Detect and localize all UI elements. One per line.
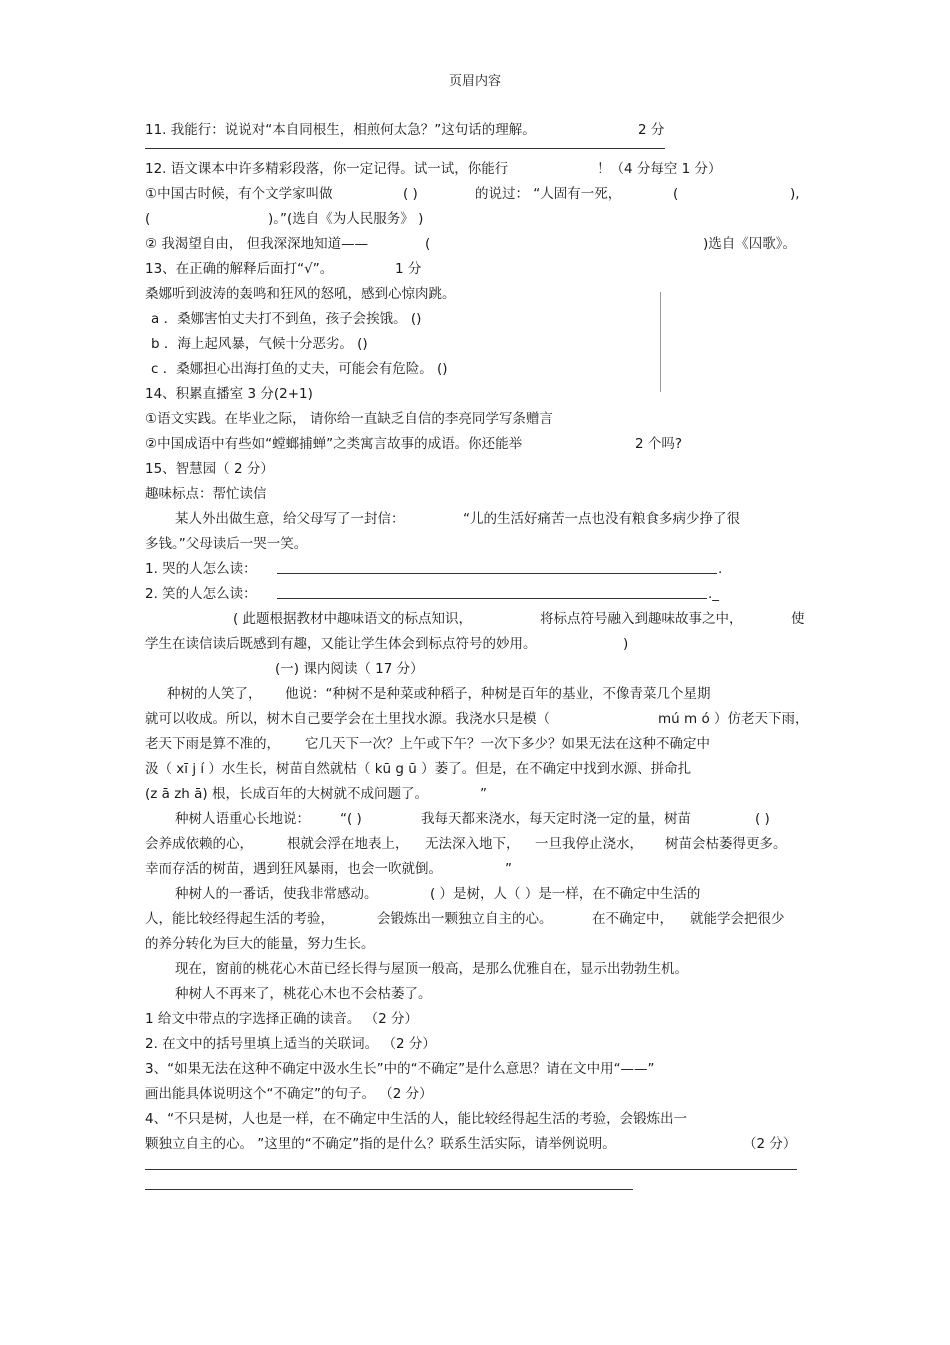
- q12-item2-open: (: [425, 236, 431, 252]
- q15-answer1-rule: [277, 573, 717, 574]
- passage-line-6: [145, 807, 810, 832]
- reading-q4-cont: [145, 1132, 810, 1157]
- q13-option-a: a ．桑娜害怕丈夫打不到鱼，孩子会挨饿。 (): [151, 311, 422, 327]
- passage-9a: 种树人的一番话，使我非常感动。: [175, 886, 378, 902]
- q15-answer2-rule: [277, 598, 707, 599]
- q15-answer2: [145, 582, 810, 607]
- passage-1a: 种树的人笑了，: [167, 686, 262, 702]
- reading-q3: 3、“如果无法在这种不确定中汲水生长”中的“不确定”是什么意思？请在文中用“——”: [145, 1061, 655, 1077]
- passage-line-9: [145, 882, 810, 907]
- q15-answer1-end: .: [718, 561, 723, 577]
- answer-rule-3: [145, 1179, 810, 1201]
- passage-line-1: [145, 682, 810, 707]
- answer-rule-2: [145, 1157, 810, 1179]
- reading-q2: 2. 在文中的括号里填上适当的关联词。 （2 分）: [145, 1036, 436, 1052]
- passage-line-12: 现在，窗前的桃花心木苗已经长得与屋顶一般高，是那么优雅自在，显示出勃勃生机。: [175, 961, 688, 977]
- passage-10c: 在不确定中，: [592, 911, 673, 927]
- reading-q4: 4、“不只是树，人也是一样，在不确定中生活的人，能比较经得起生活的考验，会锻炼出一: [145, 1111, 688, 1127]
- passage-line-3: [145, 732, 810, 757]
- q12-item1: [145, 182, 810, 207]
- passage-7b: 根就会浮在地表上，: [287, 836, 409, 852]
- passage-6a: 种树人语重心长地说：: [175, 811, 310, 827]
- passage-2b: mú m ó ）仿老天下雨，: [658, 711, 809, 727]
- q12-item2-text: ② 我渴望自由， 但我深深地知道——: [145, 236, 369, 252]
- passage-line-10: [145, 907, 810, 932]
- document-body: [145, 118, 810, 1201]
- q15-story-cont: 多钱。”父母读后一哭一笑。: [145, 536, 308, 552]
- q12-item2: [145, 232, 810, 257]
- q14-item1: ①语文实践。在毕业之际， 请你给一直缺乏自信的李亮同学写条赠言: [145, 411, 553, 427]
- q11-text: 11. 我能行：说说对“本自同根生，相煎何太急？”这句话的理解。: [145, 122, 536, 138]
- passage-8a: 幸而存活的树苗，遇到狂风暴雨，也会一吹就倒。: [145, 861, 442, 877]
- q12-text: 12. 语文课本中许多精彩段落，你一定记得。试一试，你能行: [145, 161, 509, 177]
- q15-subtitle: 趣味标点：帮忙读信: [145, 486, 267, 502]
- q12-item1-cont-open: (: [145, 211, 151, 227]
- q15-answer2-label: 2. 笑的人怎么读：: [145, 586, 257, 602]
- q12-item1-cont: [145, 207, 810, 232]
- q14-item2-text: ②中国成语中有些如“螳螂捕蝉”之类寓言故事的成语。你还能举: [145, 436, 523, 452]
- q15-letter: “儿的生活好痛苦一点也没有粮食多病少挣了很: [463, 511, 740, 527]
- q15-note-cont-text: 学生在读信读后既感到有趣，又能让学生体会到标点符号的妙用。: [145, 636, 537, 652]
- passage-7a: 会养成依赖的心，: [145, 836, 253, 852]
- passage-line-11: 的养分转化为巨大的能量，努力生长。: [145, 936, 375, 952]
- passage-line-2: [145, 707, 810, 732]
- passage-5a: (z ā zh ā) 根，长成百年的大树就不成问题了。: [145, 786, 428, 802]
- q11-line: [145, 118, 810, 143]
- q11-score: 2 分: [638, 122, 665, 138]
- q12-item1-source: )。”(选自《为人民服务》 ): [268, 211, 424, 227]
- q13-score: 1 分: [395, 261, 422, 277]
- passage-3a: 老天下雨是算不准的，: [145, 736, 280, 752]
- q15-note-a: ( 此题根据教材中趣味语文的标点知识，: [233, 611, 473, 627]
- passage-10a: 人，能比较经得起生活的考验，: [145, 911, 334, 927]
- reading-q1: 1 给文中带点的字选择正确的读音。 （2 分）: [145, 1011, 419, 1027]
- reading-q3-cont: 画出能具体说明这个“不确定”的句子。 （2 分）: [145, 1086, 433, 1102]
- passage-5b: ”: [480, 786, 487, 802]
- q12-score: ！（4 分每空 1 分）: [597, 161, 722, 177]
- passage-3b: 它几天下一次？上午或下午？一次下多少？如果无法在这种不确定中: [305, 736, 710, 752]
- passage-line-8: [145, 857, 810, 882]
- q15-note: [145, 607, 810, 632]
- q15-note-cont-close: ): [623, 636, 629, 652]
- passage-6c: 我每天都来浇水，每天定时浇一定的量，树苗: [421, 811, 691, 827]
- q15-answer2-end: ._: [708, 586, 720, 602]
- q12-line: [145, 157, 810, 182]
- q14-line: 14、积累直播室 3 分(2+1): [145, 386, 313, 402]
- passage-10b: 会锻炼出一颗独立自主的心。: [377, 911, 553, 927]
- passage-line-13: 种树人不再来了，桃花心木也不会枯萎了。: [175, 986, 432, 1002]
- q14-item2: [145, 432, 810, 457]
- q15-note-cont: [145, 632, 810, 657]
- q15-story-text: 某人外出做生意，给父母写了一封信：: [175, 511, 405, 527]
- passage-1b: 他说：“种树不是种菜或种稻子，种树是百年的基业，不像青菜几个星期: [285, 686, 711, 702]
- passage-7d: 一旦我停止浇水，: [535, 836, 643, 852]
- passage-6b: “( ): [340, 811, 362, 827]
- passage-line-5: [145, 782, 810, 807]
- q12-item1-open: (: [673, 186, 679, 202]
- q13-line: [145, 257, 810, 282]
- q15-note-c: 使: [791, 611, 805, 627]
- q13-option-b: b ．海上起风暴，气候十分恶劣。 (): [151, 336, 368, 352]
- passage-line-7: [145, 832, 810, 857]
- page-header: 页眉内容: [448, 74, 501, 89]
- q15-answer1-label: 1. 哭的人怎么读：: [145, 561, 257, 577]
- q12-item1-close: ),: [790, 186, 800, 202]
- q15-answer1: [145, 557, 810, 582]
- reading-section-title: (一) 课内阅读（ 17 分）: [275, 661, 424, 677]
- passage-10d: 就能学会把很少: [690, 911, 785, 927]
- q15-note-b: 将标点符号融入到趣味故事之中，: [540, 611, 743, 627]
- q15-line: 15、智慧园（ 2 分）: [145, 461, 274, 477]
- reading-q4-score: （2 分）: [743, 1136, 797, 1152]
- passage-2a: 就可以收成。所以，树木自己要学会在土里找水源。我浇水只是模（: [145, 711, 550, 727]
- q12-item1-quote: 的说过： “人固有一死，: [475, 186, 622, 202]
- passage-line-4: 汲（ xī j í ）水生长，树苗自然就枯（ kū g ū ）萎了。但是，在不确定中找到水源、拼命扎: [145, 761, 692, 777]
- passage-7c: 无法深入地下，: [425, 836, 520, 852]
- answer-rule-1: [145, 143, 810, 157]
- passage-7e: 树苗会枯萎得更多。: [665, 836, 787, 852]
- q13-text: 13、在正确的解释后面打“√”。: [145, 261, 334, 277]
- reading-q4-cont-text: 颗独立自主的心。 ”这里的“不确定”指的是什么？联系生活实际，请举例说明。: [145, 1136, 616, 1152]
- q13-option-c: c ．桑娜担心出海打鱼的丈夫，可能会有危险。 (): [151, 361, 448, 377]
- passage-8b: ”: [505, 861, 512, 877]
- passage-6d: ( ): [755, 811, 770, 827]
- passage-9b: ( ）是树，人（ ）是一样，在不确定中生活的: [430, 886, 701, 902]
- q12-item1-text: ①中国古时候，有个文学家叫做: [145, 186, 333, 202]
- q14-item2-tail: 2 个吗?: [635, 436, 683, 452]
- q12-item1-blank: ( ): [403, 186, 418, 202]
- q13-sentence: 桑娜听到波涛的轰鸣和狂风的怒吼，感到心惊肉跳。: [145, 286, 456, 302]
- q15-story: [145, 507, 810, 532]
- q12-item2-source: )选自《囚歌》。: [703, 236, 797, 252]
